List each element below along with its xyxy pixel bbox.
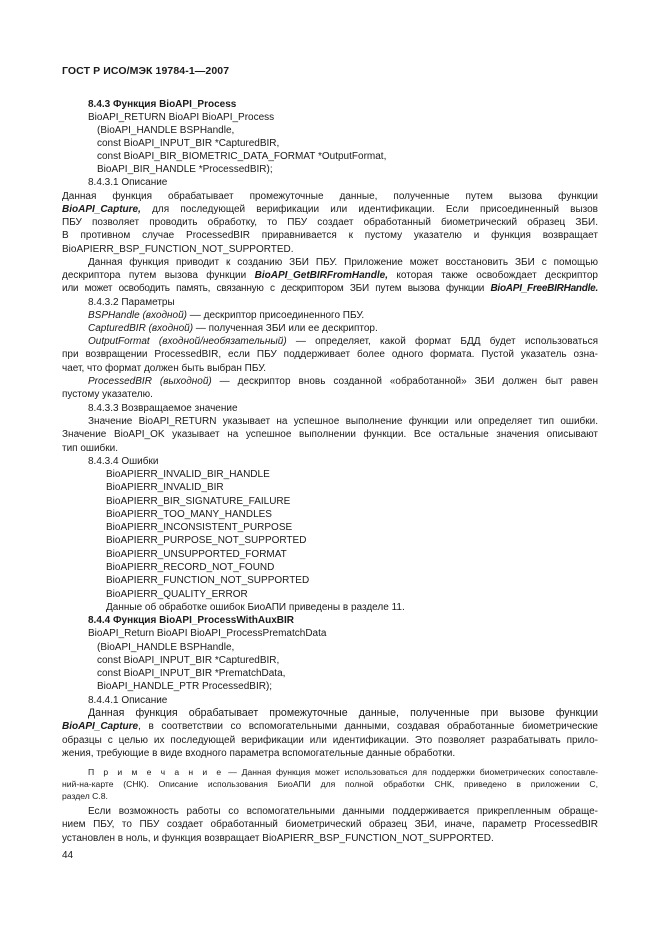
paragraph-line: при возвращении ProcessedBIR, если ПБУ поддерживает более одного формата. Пустой указатель озна- xyxy=(62,349,598,360)
note-label: П р и м е ч а н и е xyxy=(88,767,224,777)
param-line: ProcessedBIR (выходной) — дескриптор вновь созданной «обработанной» ЗБИ должен быт равен xyxy=(88,376,598,387)
signature-line: const BioAPI_INPUT_BIR *CapturedBIR, xyxy=(97,138,280,149)
error-code: BioAPIERR_INVALID_BIR xyxy=(106,482,224,493)
page-number: 44 xyxy=(62,850,74,861)
paragraph-line: ПБУ позволяет проводить обработку, то ПБУ создает обработанный биометрический образец ЗБИ. xyxy=(62,217,598,228)
signature-line: BioAPI_HANDLE_PTR ProcessedBIR); xyxy=(97,681,273,692)
note-line: ний-на-карте (СНК). Описание использования БиоАПИ для полной обработки СНК, приведено в приложении С, xyxy=(62,779,598,789)
document-header: ГОСТ Р ИСО/МЭК 19784-1—2007 xyxy=(62,65,230,77)
param-line: OutputFormat (входной/необязательный) — определяет, какой формат БДД будет использоваться xyxy=(88,336,598,347)
signature-line: BioAPI_BIR_HANDLE *ProcessedBIR); xyxy=(97,164,273,175)
paragraph-line: Если возможность работы со вспомогательными данными поддерживается прикрепленным обраще- xyxy=(88,806,598,817)
error-code: BioAPIERR_QUALITY_ERROR xyxy=(106,589,248,600)
error-handling-note: Данные об обработке ошибок БиоАПИ приведены в разделе 11. xyxy=(106,602,405,613)
paragraph-line: тип ошибки. xyxy=(62,443,118,454)
subsection-title: 8.4.3.2 Параметры xyxy=(88,297,175,308)
error-code: BioAPIERR_UNSUPPORTED_FORMAT xyxy=(106,549,287,560)
param-line: CapturedBIR (входной) — полученная ЗБИ или ее дескриптор. xyxy=(88,323,378,334)
paragraph-line: пустому указателю. xyxy=(62,389,153,400)
paragraph-line: BioAPI_Capture, в соответствии со вспомогательными данными, создавая обработанные биометрические xyxy=(62,721,598,732)
error-code: BioAPIERR_BIR_SIGNATURE_FAILURE xyxy=(106,496,291,507)
subsection-title: 8.4.3.3 Возвращаемое значение xyxy=(88,403,238,414)
paragraph-line: установлен в ноль, и функция возвращает BioAPIERR_BSP_FUNCTION_NOT_SUPPORTED. xyxy=(62,833,494,844)
error-code: BioAPIERR_INCONSISTENT_PURPOSE xyxy=(106,522,293,533)
error-code: BioAPIERR_INVALID_BIR_HANDLE xyxy=(106,469,270,480)
paragraph-line: BioAPI_Capture, для последующей верификации или идентификации. Если присоединенный вызов xyxy=(62,204,598,215)
function-name: BioAPI_Capture, xyxy=(62,204,141,215)
paragraph-line: образцы с целью их последующей верификации или идентификации. Это позволяет разрабатывать прило- xyxy=(62,735,598,746)
signature-line: BioAPI_RETURN BioAPI BioAPI_Process xyxy=(88,112,275,123)
signature-line: const BioAPI_BIR_BIOMETRIC_DATA_FORMAT *OutputFormat, xyxy=(97,151,387,162)
signature-line: const BioAPI_INPUT_BIR *PrematchData, xyxy=(97,668,286,679)
param-line: BSPHandle (входной) –– дескриптор присоединенного ПБУ. xyxy=(88,310,365,321)
error-code: BioAPIERR_RECORD_NOT_FOUND xyxy=(106,562,275,573)
subsection-title: 8.4.4.1 Описание xyxy=(88,695,168,706)
paragraph-line: чает, что формат должен быть выбран ПБУ. xyxy=(62,363,266,374)
note-line: П р и м е ч а н и е — Данная функция может использоваться для поддержки биометрических сопоставле- xyxy=(88,767,598,777)
signature-line: BioAPI_Return BioAPI BioAPI_ProcessPrematchData xyxy=(88,628,327,639)
function-name: BioAPI_Capture xyxy=(62,721,139,732)
signature-line: (BioAPI_HANDLE BSPHandle, xyxy=(97,642,235,653)
paragraph-line: В противном случае ProcessedBIR приравнивается к пустому указателю и функция возвращает xyxy=(62,230,598,241)
error-code: BioAPIERR_TOO_MANY_HANDLES xyxy=(106,509,272,520)
paragraph-line: нием ПБУ, то ПБУ создает обработанный биометрический образец ЗБИ, иначе, параметр ProcessedBIR xyxy=(62,819,598,830)
paragraph-line: Значение BioAPI_OK указывает на успешное выполнении функции. Все остальные значения описывают xyxy=(62,429,598,440)
paragraph-line: Данная функция обрабатывает промежуточные данные, полученные при вызове функции xyxy=(88,707,598,719)
paragraph-line: Данная функция обрабатывает промежуточные данные, полученные путем вызова функции xyxy=(62,191,598,202)
signature-line: const BioAPI_INPUT_BIR *CapturedBIR, xyxy=(97,655,280,666)
paragraph-line: Значение BioAPI_RETURN указывает на успешное выполнение функции или определяет тип ошибки. xyxy=(88,416,598,427)
paragraph-line: BioAPIERR_BSP_FUNCTION_NOT_SUPPORTED. xyxy=(62,244,294,255)
subsection-title: 8.4.3.4 Ошибки xyxy=(88,456,159,467)
signature-line: (BioAPI_HANDLE BSPHandle, xyxy=(97,125,235,136)
function-name: BioAPI_GetBIRFromHandle, xyxy=(254,270,388,281)
paragraph-line: Данная функция приводит к созданию ЗБИ ПБУ. Приложение может восстановить ЗБИ с помощью xyxy=(88,257,598,268)
paragraph-line: дескриптора путем вызова функции BioAPI_GetBIRFromHandle, которая также освобождает дескриптор xyxy=(62,270,598,281)
subsection-title: 8.4.3.1 Описание xyxy=(88,177,168,188)
paragraph-line: жения, требующие в виде входного параметра вспомогательные данные обработки. xyxy=(62,748,456,759)
error-code: BioAPIERR_FUNCTION_NOT_SUPPORTED xyxy=(106,575,310,586)
section-heading-8-4-3: 8.4.3 Функция BioAPI_Process xyxy=(88,99,237,110)
note-line: раздел С.8. xyxy=(62,791,108,801)
error-code: BioAPIERR_PURPOSE_NOT_SUPPORTED xyxy=(106,535,307,546)
section-heading-8-4-4: 8.4.4 Функция BioAPI_ProcessWithAuxBIR xyxy=(88,615,295,626)
paragraph-line: или может освободить память, связанную с дескриптором ЗБИ путем вызова функции BioAPI_FreeBIRHandle. xyxy=(62,283,598,294)
function-name: BioAPI_FreeBIRHandle. xyxy=(490,283,598,294)
